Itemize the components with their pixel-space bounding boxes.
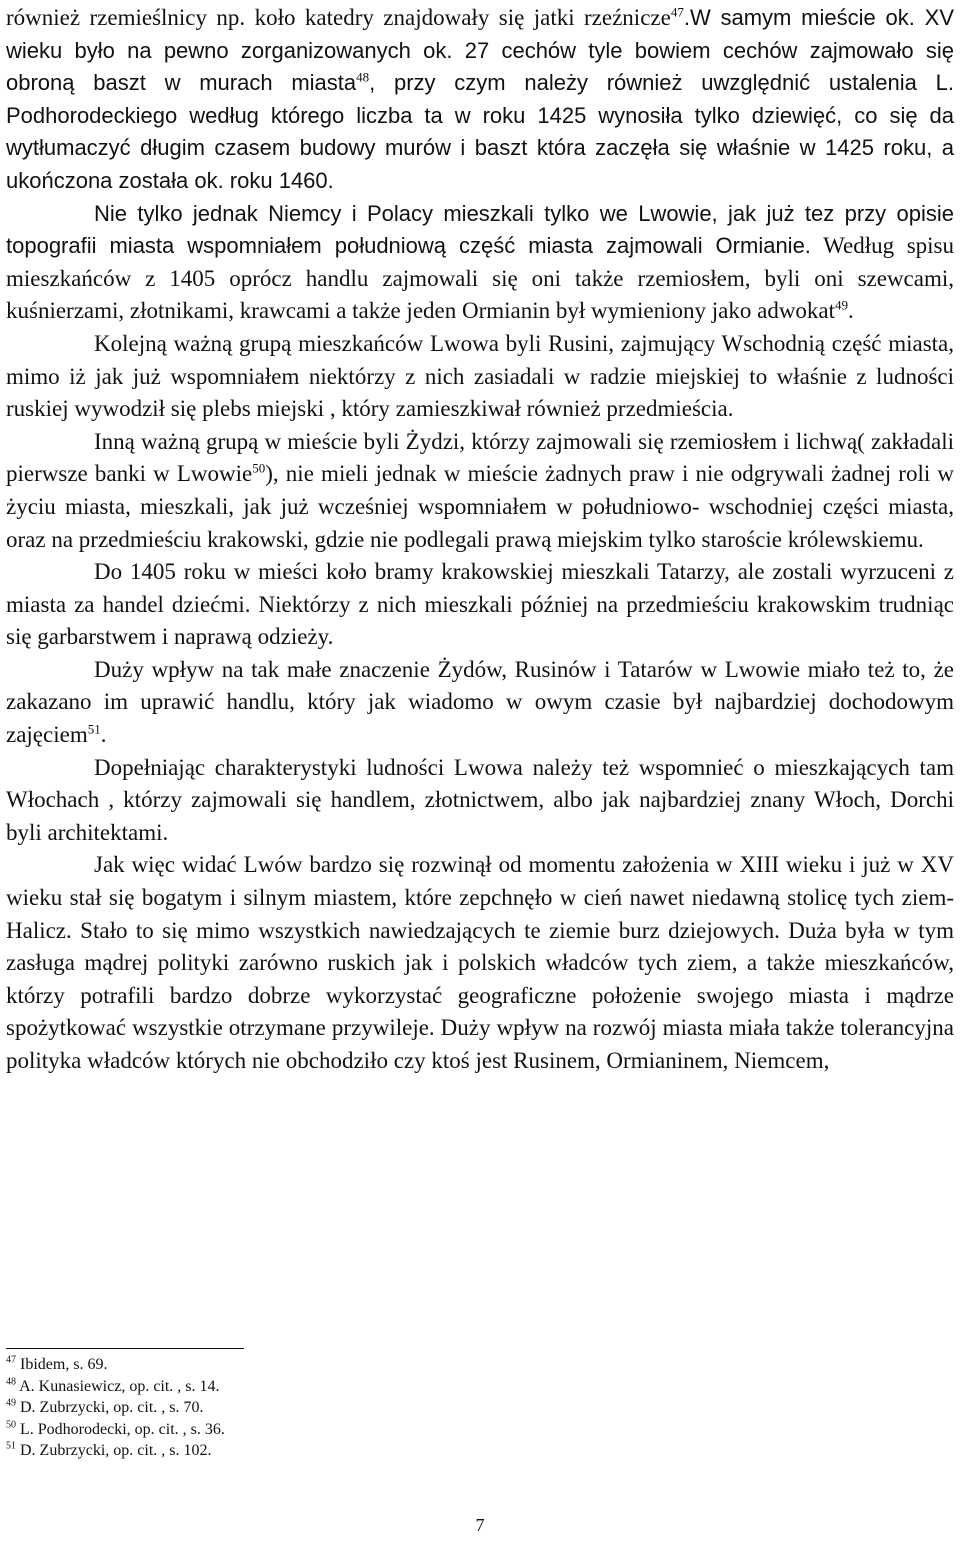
paragraph-text: Jak więc widać Lwów bardzo się rozwinął od momentu założenia w XIII wieku i już w XV wieku stał się bogatym i silnym miastem, które zepchnęło w cień nawet niedawną stolicę tych ziem- Halicz. Stało to się mimo wszystkich nawiedzających te ziemie burz dziejowych. Duża była w tym zasługa mądrej polityki zarówno ruskich jak i polskich władców tych ziem, a także mieszkańców, którzy potrafili bardzo dobrze wykorzystać geograficzne położenie swojego miasta i mądrze spożytkować wszystkie otrzymane przywileje. Duży wpływ na rozwój miasta miała także tolerancyjna polityka władców których nie obchodziło czy ktoś jest Rusinem, Ormianinem, Niemcem, bbox=[6, 852, 954, 1073]
footnote bbox=[6, 1376, 606, 1398]
paragraph-text: Inną ważną grupą w mieście byli Żydzi, którzy zajmowali się rzemiosłem i lichwą( zakładali pierwsze banki w Lwowie bbox=[6, 428, 954, 487]
paragraph-text: ), nie mieli jednak w mieście żadnych praw i nie odgrywali żadnej roli w życiu miasta, mieszkali, jak już wcześniej wspomniałem w południowo- wschodniej części miasta, oraz na przedmieściu krakowski, gdzie nie podlegali prawą miejskim tylko staroście królewskiemu. bbox=[6, 461, 954, 552]
footnote-text: D. Zubrzycki, op. cit. , s. 70. bbox=[20, 1399, 204, 1417]
footnote bbox=[6, 1419, 606, 1441]
footnote-text: Ibidem, s. 69. bbox=[20, 1356, 108, 1373]
paragraph-text: Do 1405 roku w mieści koło bramy krakowskiej mieszkali Tatarzy, ale zostali wyrzuceni z miasta za handel dziećmi. Niektórzy z nich mieszkali później na przedmieściu krakowskim trudniąc się garbarstwem i naprawą odzieży. bbox=[6, 559, 954, 650]
footnote-reference: 49 bbox=[835, 297, 849, 313]
body-paragraph bbox=[6, 556, 954, 654]
footnote-number: 48 bbox=[6, 1376, 16, 1388]
document-page bbox=[6, 2, 954, 1078]
body-paragraph bbox=[6, 752, 954, 850]
footnote bbox=[6, 1440, 606, 1462]
body-paragraph bbox=[6, 2, 954, 198]
footnote-text: L. Podhorodecki, op. cit. , s. 36. bbox=[20, 1420, 225, 1438]
paragraph-text: , przy czym należy również uwzględnić ustalenia L. Podhorodeckiego według którego liczba ta w roku 1425 wynosiła tylko dziewięć, co się da wytłumaczyć długim czasem budowy murów i baszt która zaczęła się właśnie w 1425 roku, a ukończona została ok. roku 1460. bbox=[6, 70, 954, 193]
body-paragraph bbox=[6, 849, 954, 1077]
paragraph-text: również rzemieślnicy np. koło katedry znajdowały się jatki rzeźnicze bbox=[6, 5, 671, 30]
page-number: 7 bbox=[475, 1515, 485, 1535]
footnote bbox=[6, 1354, 606, 1376]
footnote-text: A. Kunasiewicz, op. cit. , s. 14. bbox=[19, 1377, 220, 1395]
footnote-separator bbox=[6, 1348, 244, 1349]
footnote-reference: 51 bbox=[87, 721, 101, 737]
footnote-number: 50 bbox=[6, 1419, 16, 1431]
paragraph-text: . bbox=[100, 722, 107, 748]
footnote-reference: 50 bbox=[252, 460, 266, 476]
footnote-number: 47 bbox=[6, 1354, 16, 1366]
footnote-reference: 48 bbox=[356, 69, 370, 85]
paragraph-text: .W samym mieście ok. XV wieku było na pewno zorganizowanych ok. 27 cechów tyle bowiem cechów zajmowało się obroną baszt w murach miasta bbox=[6, 5, 955, 96]
paragraph-text: . bbox=[848, 298, 854, 324]
paragraph-text: Nie tylko jednak Niemcy i Polacy mieszkali tylko we Lwowie, jak już tez przy opisie topografii miasta wspomniałem południową część miasta zajmowali Ormianie. bbox=[6, 200, 954, 259]
paragraph-text: Kolejną ważną grupą mieszkańców Lwowa byli Rusini, zajmujący Wschodnią część miasta, mimo iż jak już wspomniałem niektórzy z nich zasiadali w radzie miejskiej to właśnie z ludności ruskiej wywodził się plebs miejski , który zamieszkiwał również przedmieścia. bbox=[6, 330, 954, 422]
paragraph-text: Według spisu mieszkańców z 1405 oprócz handlu zajmowali się oni także rzemiosłem, byli oni szewcami, kuśnierzami, złotnikami, krawcami a także jeden Ormianin był wymieniony jako adwokat bbox=[6, 233, 954, 324]
footnote-number: 49 bbox=[6, 1397, 16, 1409]
footnote-reference: 47 bbox=[670, 4, 684, 20]
footnotes bbox=[6, 1354, 606, 1462]
footnote bbox=[6, 1397, 606, 1419]
body-paragraph bbox=[6, 426, 954, 556]
body-paragraph bbox=[6, 654, 954, 752]
body-paragraph bbox=[6, 198, 954, 328]
paragraph-text: Duży wpływ na tak małe znaczenie Żydów, Rusinów i Tatarów w Lwowie miało też to, że zakazano im uprawić handlu, który jak wiadomo w owym czasie był najbardziej dochodowym zajęciem bbox=[6, 656, 954, 748]
body-paragraph bbox=[6, 328, 954, 426]
footnote-text: D. Zubrzycki, op. cit. , s. 102. bbox=[20, 1442, 212, 1460]
paragraph-text: Dopełniając charakterystyki ludności Lwowa należy też wspomnieć o mieszkających tam Włochach , którzy zajmowali się handlem, złotnictwem, albo jak najbardziej znany Włoch, Dorchi byli architektami. bbox=[6, 754, 954, 845]
footnote-number: 51 bbox=[6, 1441, 16, 1453]
